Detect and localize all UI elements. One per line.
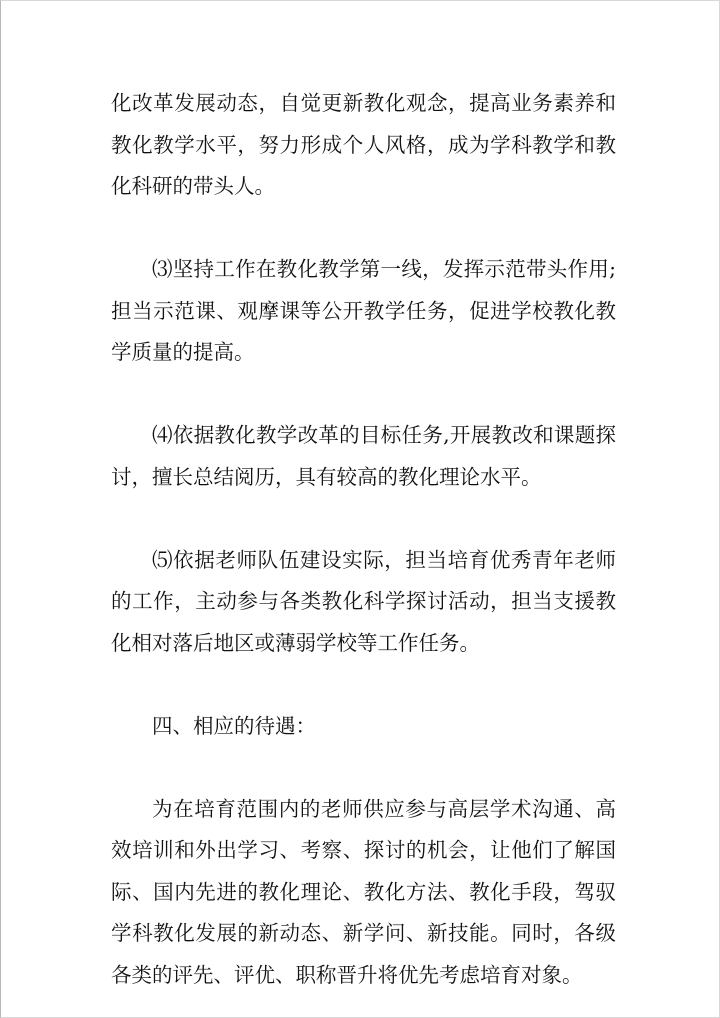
paragraph-item-3: ⑶坚持工作在教化教学第一线，发挥示范带头作用;担当示范课、观摩课等公开教学任务，促进学校教化教学质量的提高。 [111, 257, 616, 364]
paragraph-gap [111, 664, 616, 706]
paragraph-gap [111, 747, 616, 789]
document-body [111, 83, 616, 996]
paragraph-gap [111, 498, 616, 540]
paragraph-item-5: ⑸依据老师队伍建设实际，担当培育优秀青年老师的工作，主动参与各类教化科学探讨活动，担当支援教化相对落后地区或薄弱学校等工作任务。 [111, 547, 616, 655]
paragraph-continuation: 化改革发展动态，自觉更新教化观念，提高业务素养和教化教学水平，努力形成个人风格，成为学科教学和教化科研的带头人。 [111, 91, 616, 198]
paragraph-benefits: 为在培育范围内的老师供应参与高层学术沟通、高效培训和外出学习、考察、探讨的机会，让他们了解国际、国内先进的教化理论、教化方法、教化手段，驾驭学科教化发展的新动态、新学问、新技能。同时，各级各类的评先、评优、职称晋升将优先考虑培育对象。 [111, 796, 616, 987]
section-heading: 四、相应的待遇： [152, 713, 316, 738]
paragraph-gap [111, 208, 616, 250]
paragraph-item-4: ⑷依据教化教学改革的目标任务,开展教改和课题探讨，擅长总结阅历，具有较高的教化理论水平。 [111, 423, 616, 489]
paragraph-gap [111, 374, 616, 416]
